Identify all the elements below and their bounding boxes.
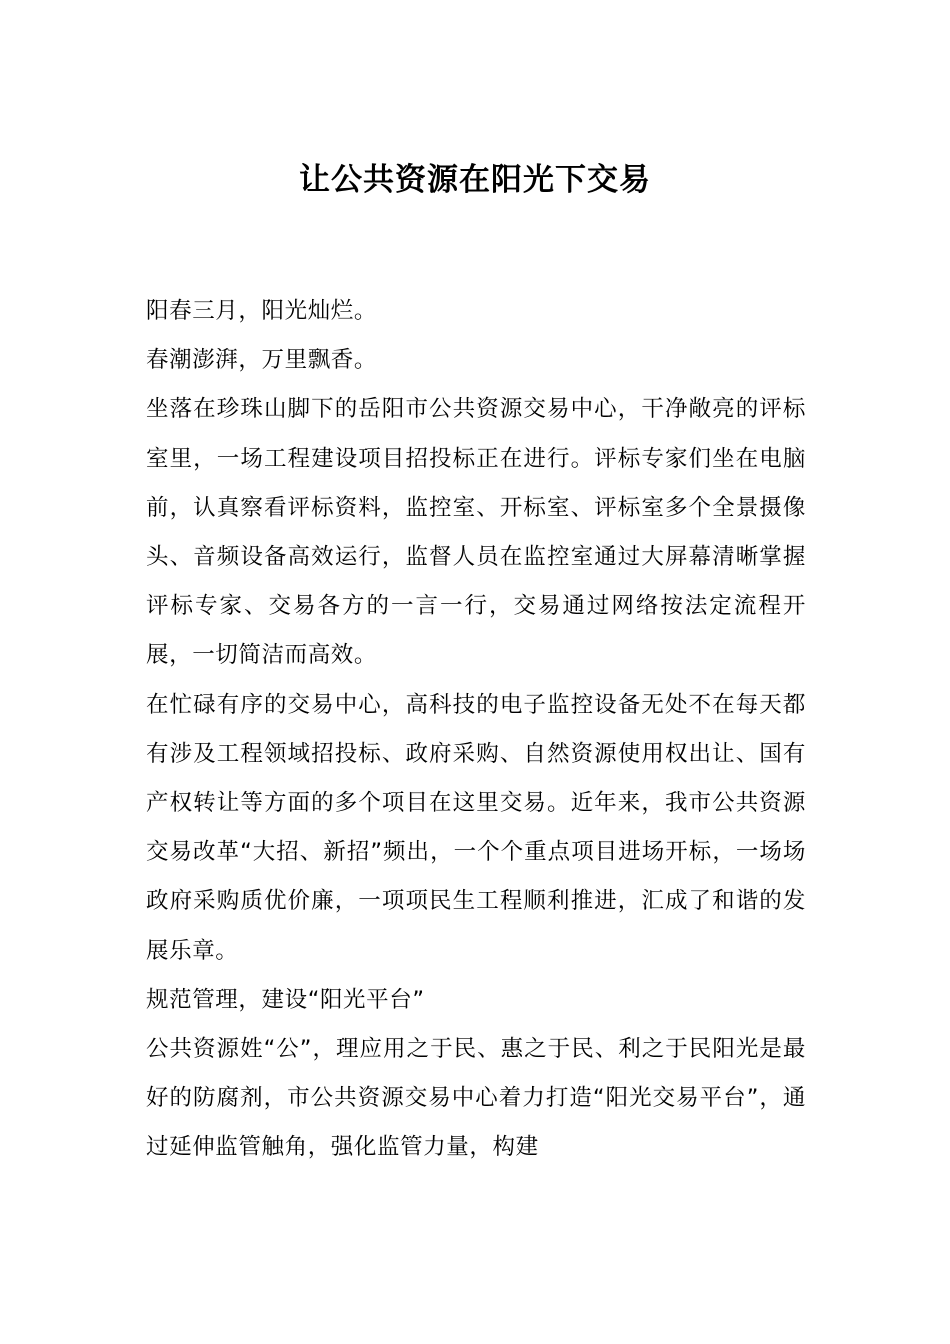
paragraph-2: 春潮澎湃，万里飘香。 [146,347,378,374]
paragraph-1: 阳春三月，阳光灿烂。 [146,298,378,324]
page-title: 让公共资源在阳光下交易 [299,162,651,198]
paragraph-3: 坐落在珍珠山脚下的岳阳市公共资源交易中心，干净敞亮的评标室里，一场工程建设项目招投标正在进行。评标专家们坐在电脑前，认真察看评标资料，监控室、开标室、评标室多个全景摄像头、音频设备高效运行，监督人员在监控室通过大屏幕清晰掌握评标专家、交易各方的一言一行，交易通过网络按法定流程开展，一切简洁而高效。 [146,396,806,669]
paragraph-4: 在忙碌有序的交易中心，高科技的电子监控设备无处不在每天都有涉及工程领域招投标、政府采购、自然资源使用权出让、国有产权转让等方面的多个项目在这里交易。近年来，我市公共资源交易改革“大招、新招”频出，一个个重点项目进场开标，一场场政府采购质优价廉，一项项民生工程顺利推进，汇成了和谐的发展乐章。 [146,691,806,964]
article-body [146,287,806,1173]
paragraph-5: 公共资源姓“公”，理应用之于民、惠之于民、利之于民阳光是最好的防腐剂，市公共资源交易中心着力打造“阳光交易平台”，通过延伸监管触角，强化监管力量，构建 [146,1036,806,1161]
section-heading: 规范管理，建设“阳光平台” [146,986,425,1013]
